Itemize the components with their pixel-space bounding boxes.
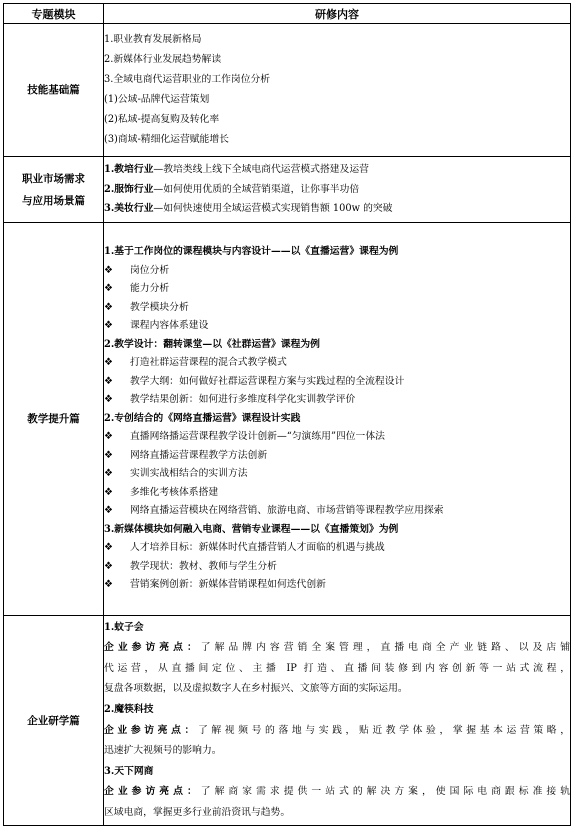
table-row <box>4 616 571 826</box>
table-row <box>4 223 571 616</box>
diamond-bullet-icon: ❖ <box>104 394 113 406</box>
diamond-bullet-icon: ❖ <box>104 357 113 369</box>
course-table <box>3 3 571 826</box>
bullet-item: ❖ 直播网络播运营课程教学设计创新—“匀演练用”四位一体法 <box>104 428 570 447</box>
content-cell <box>104 157 571 223</box>
header-topic: 专题模块 <box>4 4 104 24</box>
bullet-item: ❖ 能力分析 <box>104 280 570 299</box>
industry-name: 2.服饰行业 <box>104 183 154 195</box>
bullet-item: ❖ 打造社群运营课程的混合式教学模式 <box>104 354 570 373</box>
industry-desc: —如何快速使用全域运营模式实现销售额 100w 的突破 <box>153 203 393 215</box>
bullet-item: ❖ 教学结果创新：如何进行多维度科学化实训教学评价 <box>104 391 570 410</box>
bullet-item: ❖ 多维化考核体系搭建 <box>104 484 570 503</box>
company-desc-line: 迅速扩大视频号的影响力。 <box>104 745 222 757</box>
content-line <box>104 199 570 219</box>
bullet-item: ❖ 课程内容体系建设 <box>104 317 570 336</box>
industry-desc: —教培类线上线下全域电商代运营模式搭建及运营 <box>153 163 369 175</box>
industry-name: 3.美妆行业 <box>104 203 154 215</box>
content-line: (1)公域-品牌代运营策划 <box>104 94 210 105</box>
industry-desc: —如何使用优质的全域营销渠道，让你事半功倍 <box>153 183 360 195</box>
diamond-bullet-icon: ❖ <box>104 449 113 461</box>
company-desc-line: 企业参访亮点：了解视频号的落地与实践，贴近教学体验，掌握基本运营策略， <box>104 724 570 736</box>
topic-line: 与应用场景篇 <box>22 194 85 207</box>
company-desc-line: 区域电商，掌握更多行业前沿资讯与趋势。 <box>104 806 291 818</box>
diamond-bullet-icon: ❖ <box>104 486 113 498</box>
company-desc-line: 企业参访亮点：了解品牌内容营销全案管理，直播电商全产业链路、以及店铺 <box>104 642 570 654</box>
topic-cell: 技能基础篇 <box>4 24 104 157</box>
highlight-label: 企业参访亮点： <box>104 724 198 736</box>
content-line: 3.全域电商代运营职业的工作岗位分析 <box>104 74 271 86</box>
bullet-item: ❖ 实训实战相结合的实训方法 <box>104 465 570 484</box>
content-line <box>104 180 570 200</box>
company-name: 2.魔筷科技 <box>104 703 154 715</box>
content-line: 1.职业教育发展新格局 <box>104 34 202 46</box>
bullet-item: ❖ 教学模块分析 <box>104 299 570 318</box>
diamond-bullet-icon: ❖ <box>104 264 113 276</box>
section-heading: 2.教学设计：翻转课堂—以《社群运营》课程为例 <box>104 338 320 350</box>
diamond-bullet-icon: ❖ <box>104 468 113 480</box>
company-desc-line: 复盘各项数据，以及虚拟数字人在乡村振兴、文旅等方面的实际运用。 <box>104 683 408 695</box>
diamond-bullet-icon: ❖ <box>104 579 113 591</box>
diamond-bullet-icon: ❖ <box>104 505 113 517</box>
bullet-item: ❖ 营销案例创新：新媒体营销课程如何迭代创新 <box>104 576 570 595</box>
topic-line: 职业市场需求 <box>22 172 85 185</box>
content-line: (3)商域-精细化运营赋能增长 <box>104 133 229 145</box>
section-heading: 2.专创结合的《网络直播运营》课程设计实践 <box>104 412 301 424</box>
highlight-label: 企业参访亮点： <box>104 786 201 798</box>
bullet-item: ❖ 岗位分析 <box>104 262 570 281</box>
topic-cell <box>4 157 104 223</box>
content-cell <box>104 223 571 616</box>
content-line: (2)私域-提高复购及转化率 <box>104 113 220 125</box>
bullet-item: ❖ 教学现状：教材、教师与学生分析 <box>104 558 570 577</box>
diamond-bullet-icon: ❖ <box>104 301 113 313</box>
diamond-bullet-icon: ❖ <box>104 560 113 572</box>
diamond-bullet-icon: ❖ <box>104 431 113 443</box>
section-heading: 1.基于工作岗位的课程模块与内容设计——以《直播运营》课程为例 <box>104 246 399 258</box>
diamond-bullet-icon: ❖ <box>104 320 113 332</box>
company-name: 1.蚊子会 <box>104 621 144 633</box>
content-line: 2.新媒体行业发展趋势解读 <box>104 54 222 66</box>
topic-cell: 企业研学篇 <box>4 616 104 826</box>
table-header-row <box>4 4 571 24</box>
bullet-item: ❖ 教学大纲：如何做好社群运营课程方案与实践过程的全流程设计 <box>104 373 570 392</box>
topic-cell: 教学提升篇 <box>4 223 104 616</box>
diamond-bullet-icon: ❖ <box>104 283 113 295</box>
bullet-item: ❖ 网络直播运营模块在网络营销、旅游电商、市场营销等课程教学应用探索 <box>104 502 570 521</box>
diamond-bullet-icon: ❖ <box>104 542 113 554</box>
content-cell <box>104 24 571 157</box>
table-row <box>4 157 571 223</box>
content-cell <box>104 616 571 826</box>
bullet-item: ❖ 人才培养目标：新媒体时代直播营销人才面临的机遇与挑战 <box>104 539 570 558</box>
company-name: 3.天下网商 <box>104 765 154 777</box>
content-line <box>104 160 570 180</box>
highlight-label: 企业参访亮点： <box>104 642 201 654</box>
industry-name: 1.教培行业 <box>104 163 154 175</box>
section-heading: 3.新媒体模块如何融入电商、营销专业课程——以《直播策划》为例 <box>104 523 399 535</box>
table-row <box>4 24 571 157</box>
bullet-item: ❖ 网络直播运营课程教学方法创新 <box>104 447 570 466</box>
company-desc-line: 企业参访亮点：了解商家需求提供一站式的解决方案，使国际电商跟标准接轨 <box>104 786 570 798</box>
header-content: 研修内容 <box>104 4 571 24</box>
company-desc-line: 代运营，从直播间定位、主播 IP 打造、直播间装修到内容创新等一站式流程， <box>104 662 570 674</box>
diamond-bullet-icon: ❖ <box>104 375 113 387</box>
